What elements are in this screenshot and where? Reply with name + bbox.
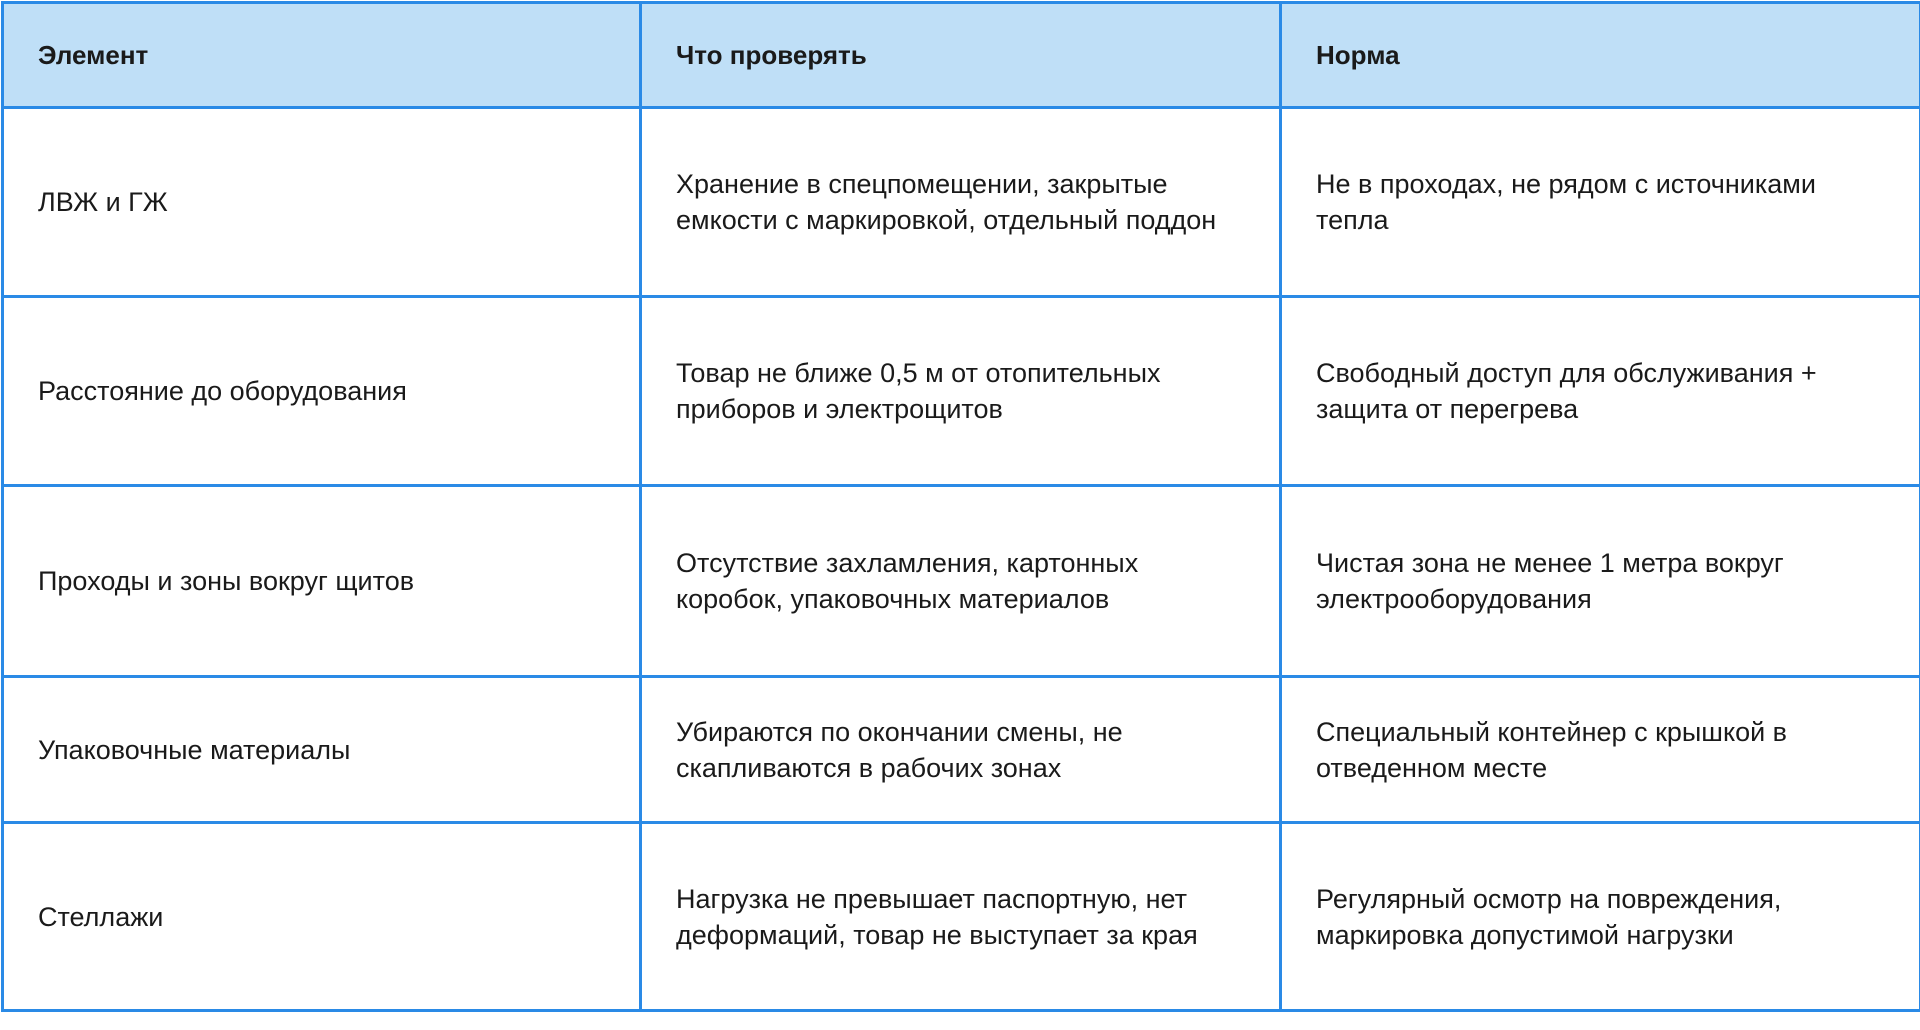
cell-check: Товар не ближе 0,5 м от отопительных приборов и электрощитов	[641, 297, 1281, 486]
cell-norm: Чистая зона не менее 1 метра вокруг электрооборудования	[1281, 486, 1920, 677]
header-row	[3, 3, 1920, 108]
table-row	[3, 108, 1920, 297]
cell-element: Проходы и зоны вокруг щитов	[3, 486, 641, 677]
cell-norm: Не в проходах, не рядом с источниками тепла	[1281, 108, 1920, 297]
cell-element: ЛВЖ и ГЖ	[3, 108, 641, 297]
cell-element: Стеллажи	[3, 823, 641, 1011]
cell-check: Хранение в спецпомещении, закрытые емкости с маркировкой, отдельный поддон	[641, 108, 1281, 297]
cell-norm: Свободный доступ для обслуживания + защита от перегрева	[1281, 297, 1920, 486]
cell-element: Упаковочные материалы	[3, 677, 641, 823]
cell-check: Убираются по окончании смены, не скапливаются в рабочих зонах	[641, 677, 1281, 823]
cell-norm: Регулярный осмотр на повреждения, маркировка допустимой нагрузки	[1281, 823, 1920, 1011]
table-row	[3, 297, 1920, 486]
header-what-to-check: Что проверять	[641, 3, 1281, 108]
fire-safety-table	[1, 1, 1920, 1012]
table-row	[3, 486, 1920, 677]
cell-element: Расстояние до оборудования	[3, 297, 641, 486]
cell-check: Нагрузка не превышает паспортную, нет деформаций, товар не выступает за края	[641, 823, 1281, 1011]
table-row	[3, 823, 1920, 1011]
header-element: Элемент	[3, 3, 641, 108]
cell-check: Отсутствие захламления, картонных коробок, упаковочных материалов	[641, 486, 1281, 677]
header-norm: Норма	[1281, 3, 1920, 108]
table-row	[3, 677, 1920, 823]
cell-norm: Специальный контейнер с крышкой в отведенном месте	[1281, 677, 1920, 823]
